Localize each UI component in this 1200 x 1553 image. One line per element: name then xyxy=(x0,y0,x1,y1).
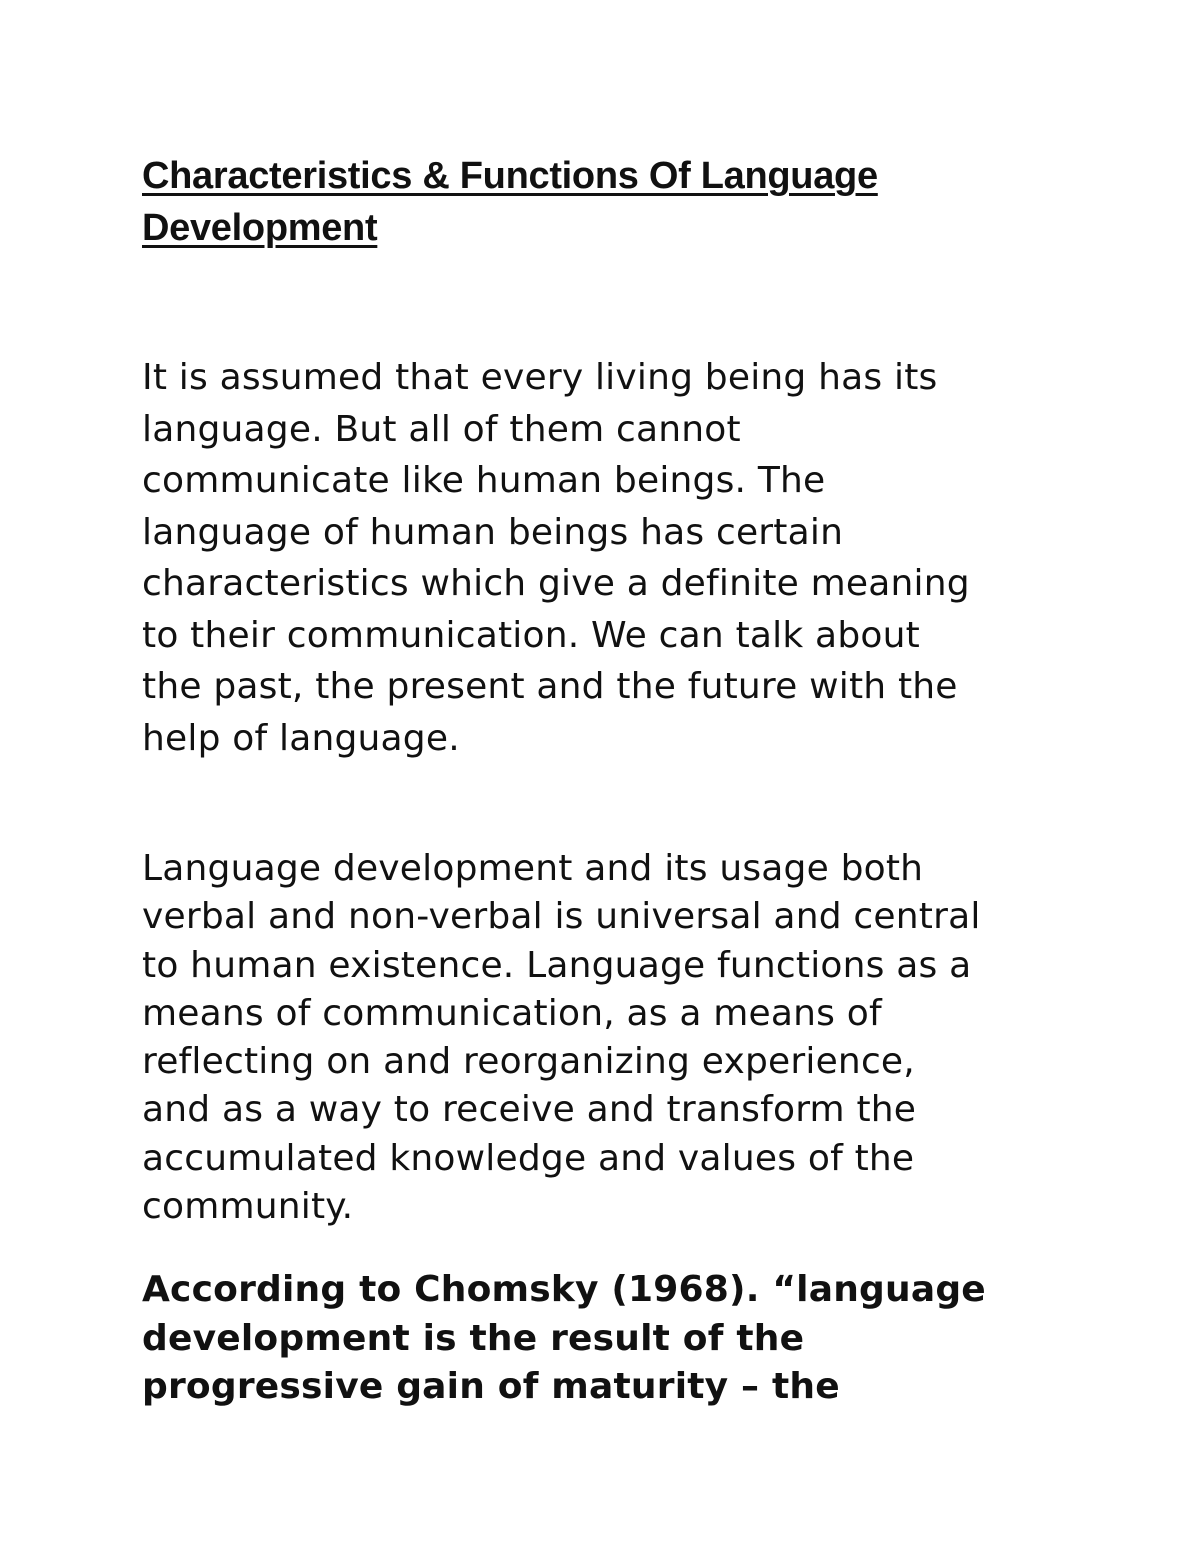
text-line: Language development and its usage both xyxy=(142,848,924,889)
paragraph-intro xyxy=(142,352,1082,764)
text-line: language. But all of them cannot xyxy=(142,408,741,450)
text-line: means of communication, as a means of xyxy=(142,992,882,1034)
paragraph-chomsky-quote xyxy=(142,1266,1102,1412)
paragraph-development xyxy=(142,845,1102,1231)
text-line: help of language. xyxy=(142,717,460,759)
document-title xyxy=(142,150,1042,254)
text-line: accumulated knowledge and values of the xyxy=(142,1137,915,1179)
text-line: communicate like human beings. The xyxy=(142,460,826,501)
text-line: characteristics which give a definite meaning xyxy=(142,563,970,604)
title-line: Characteristics & Functions Of Language xyxy=(142,155,878,197)
text-line: reflecting on and reorganizing experience, xyxy=(142,1041,915,1083)
text-line: According to Chomsky (1968). “language xyxy=(142,1269,986,1310)
text-line: language of human beings has certain xyxy=(142,511,844,553)
text-line: community. xyxy=(142,1186,354,1228)
text-line: progressive gain of maturity – the xyxy=(142,1366,840,1407)
text-line: It is assumed that every living being has its xyxy=(142,357,938,398)
text-line: to human existence. Language functions as a xyxy=(142,944,972,986)
text-line: the past, the present and the future with the xyxy=(142,666,958,707)
title-line: Development xyxy=(142,207,378,249)
text-line: to their communication. We can talk about xyxy=(142,614,920,656)
text-line: development is the result of the xyxy=(142,1317,805,1359)
text-line: and as a way to receive and transform the xyxy=(142,1089,917,1131)
text-line: verbal and non-verbal is universal and central xyxy=(142,896,981,938)
